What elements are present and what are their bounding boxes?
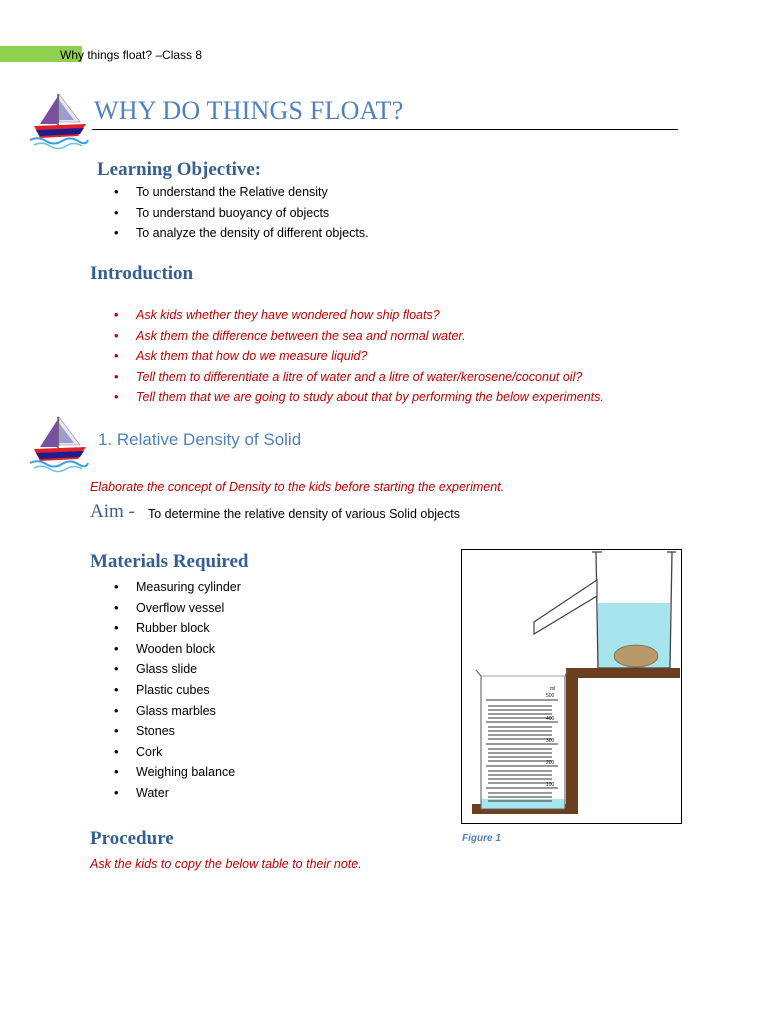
list-item: • To analyze the density of different objects. (114, 223, 369, 244)
overflow-vessel-diagram (462, 550, 681, 823)
introduction-heading: Introduction (90, 263, 194, 284)
scale-label: 300 (546, 738, 555, 744)
list-item: • To understand the Relative density (114, 182, 369, 203)
section-heading-relative-density: 1. Relative Density of Solid (98, 430, 302, 449)
introduction-list (114, 305, 604, 408)
list-item: • Ask kids whether they have wondered how ship floats? (114, 305, 604, 326)
list-item: • Weighing balance (114, 762, 241, 783)
list-item: • Tell them that we are going to study about that by performing the below experiments. (114, 387, 604, 408)
scale-label: 400 (546, 716, 555, 722)
scale-label: 200 (546, 760, 555, 766)
page-title: WHY DO THINGS FLOAT? (94, 96, 404, 125)
learning-objective-list (114, 182, 369, 244)
list-item: • Rubber block (114, 618, 241, 639)
list-item: • Glass marbles (114, 701, 241, 722)
list-item: • Glass slide (114, 659, 241, 680)
list-item: • Cork (114, 742, 241, 763)
running-header: Why things float? –Class 8 (60, 48, 203, 62)
aim-text: To determine the relative density of various Solid objects (148, 507, 460, 521)
scale-label: ml (550, 686, 556, 692)
scale-label: 500 (546, 693, 555, 699)
figure-caption: Figure 1 (462, 833, 501, 844)
scale-label: 100 (546, 782, 555, 788)
list-item: • To understand buoyancy of objects (114, 203, 369, 224)
procedure-note: Ask the kids to copy the below table to their note. (90, 857, 362, 871)
list-item: • Tell them to differentiate a litre of water and a litre of water/kerosene/coconut oil? (114, 367, 604, 388)
materials-heading: Materials Required (90, 551, 249, 572)
materials-list (114, 577, 241, 804)
procedure-heading: Procedure (90, 828, 174, 849)
sailboat-icon (28, 413, 90, 473)
list-item: • Measuring cylinder (114, 577, 241, 598)
list-item: • Water (114, 783, 241, 804)
section-note: Elaborate the concept of Density to the kids before starting the experiment. (90, 480, 505, 494)
sailboat-icon (28, 90, 90, 150)
list-item: • Ask them the difference between the sea and normal water. (114, 326, 604, 347)
list-item: • Wooden block (114, 639, 241, 660)
list-item: • Stones (114, 721, 241, 742)
title-underline (92, 129, 678, 130)
list-item: • Overflow vessel (114, 598, 241, 619)
figure-frame (461, 549, 682, 824)
learning-objective-heading: Learning Objective: (97, 159, 262, 180)
list-item: • Ask them that how do we measure liquid? (114, 346, 604, 367)
list-item: • Plastic cubes (114, 680, 241, 701)
aim-label: Aim - (90, 501, 135, 522)
